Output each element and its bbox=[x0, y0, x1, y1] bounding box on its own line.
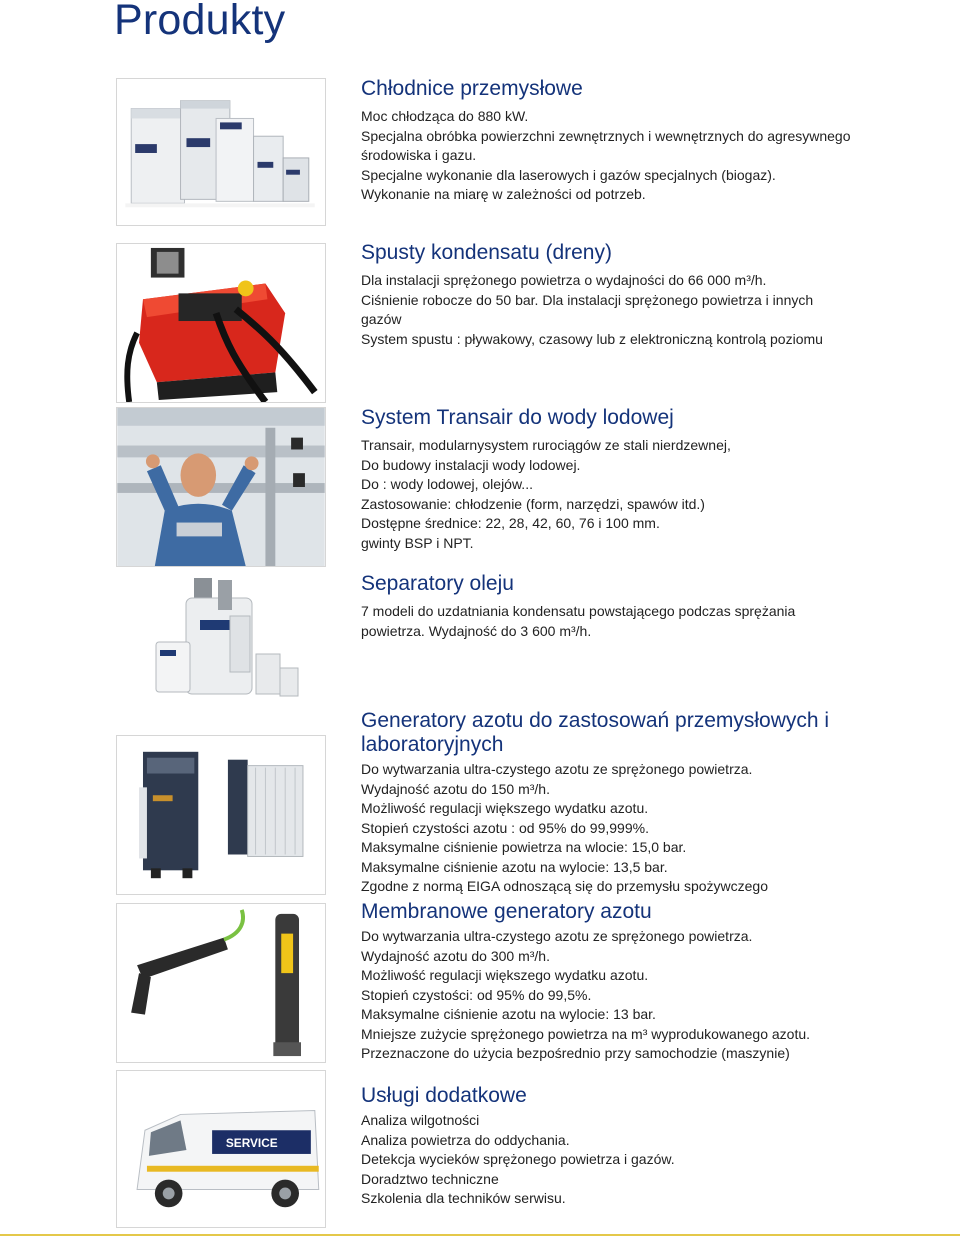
section-title bbox=[361, 709, 921, 757]
section-line: Przeznaczone do użycia bezpośrednio przy samochodzie (maszynie) bbox=[361, 1045, 790, 1061]
section-title: Usługi dodatkowe bbox=[361, 1084, 527, 1107]
section-membrane-generators bbox=[361, 900, 921, 1064]
section-industrial-chillers bbox=[361, 77, 921, 205]
section-title-line: Generatory azotu do zastosowań przemysłowych i bbox=[361, 709, 830, 732]
section-line: Maksymalne ciśnienie azotu na wylocie: 13 bar. bbox=[361, 1006, 656, 1022]
section-line: Maksymalne ciśnienie powietrza na wlocie: 15,0 bar. bbox=[361, 839, 687, 855]
section-line: Analiza wilgotności bbox=[361, 1112, 480, 1128]
section-line: powietrza. Wydajność do 3 600 m³/h. bbox=[361, 622, 592, 639]
section-line: Dostępne średnice: 22, 28, 42, 60, 76 i 100 mm. bbox=[361, 515, 660, 531]
section-line: Stopień czystości azotu : od 95% do 99,999%. bbox=[361, 819, 649, 836]
section-line: Analiza powietrza do oddychania. bbox=[361, 1131, 570, 1148]
section-line: Maksymalne ciśnienie azotu na wylocie: 13,5 bar. bbox=[361, 858, 668, 875]
membrane-generator-illustration bbox=[117, 904, 325, 1062]
service-van-illustration bbox=[117, 1071, 325, 1227]
section-title: System Transair do wody lodowej bbox=[361, 406, 674, 429]
section-condensate-drains bbox=[361, 241, 921, 349]
section-line: Możliwość regulacji większego wydatku azotu. bbox=[361, 800, 649, 816]
section-line: gazów bbox=[361, 311, 402, 327]
nitrogen-generator-illustration bbox=[117, 736, 325, 894]
chillers-photo bbox=[116, 78, 326, 226]
bottom-accent-line bbox=[0, 1234, 960, 1236]
section-line: Stopień czystości: od 95% do 99,5%. bbox=[361, 986, 592, 1003]
section-line: Transair, modularnysystem rurociągów ze stali nierdzewnej, bbox=[361, 437, 731, 453]
section-line: Do : wody lodowej, olejów... bbox=[361, 476, 533, 492]
section-line: Dla instalacji sprężonego powietrza o wydajności do 66 000 m³/h. bbox=[361, 272, 767, 288]
section-line: Wydajność azotu do 300 m³/h. bbox=[361, 947, 550, 964]
section-line: Wydajność azotu do 150 m³/h. bbox=[361, 780, 550, 797]
section-line: Specjalne wykonanie dla laserowych i gazów specjalnych (biogaz). bbox=[361, 166, 776, 183]
transair-worker-photo bbox=[116, 407, 326, 567]
section-line: Możliwość regulacji większego wydatku azotu. bbox=[361, 967, 649, 983]
oil-separator-illustration bbox=[116, 576, 326, 702]
section-title-line: laboratoryjnych bbox=[361, 733, 504, 756]
section-line: System spustu : pływakowy, czasowy lub z elektroniczną kontrolą poziomu bbox=[361, 330, 823, 347]
membrane-generator-photo bbox=[116, 903, 326, 1063]
section-line: Szkolenia dla techników serwisu. bbox=[361, 1190, 566, 1206]
section-line: Zgodne z normą EIGA odnoszącą się do przemysłu spożywczego bbox=[361, 878, 768, 894]
section-line: 7 modeli do uzdatniania kondensatu powstającego podczas sprężania bbox=[361, 603, 796, 619]
condensate-drain-illustration bbox=[117, 244, 325, 402]
page-title: Produkty bbox=[114, 0, 286, 44]
service-van-photo bbox=[116, 1070, 326, 1228]
van-lettering: SERVICE bbox=[225, 1136, 278, 1151]
section-line: Doradztwo techniczne bbox=[361, 1170, 499, 1187]
section-title: Separatory oleju bbox=[361, 572, 514, 595]
section-transair bbox=[361, 406, 921, 553]
section-line: Detekcja wycieków sprężonego powietrza i gazów. bbox=[361, 1151, 675, 1167]
oil-separator-photo bbox=[116, 576, 326, 702]
section-line: gwinty BSP i NPT. bbox=[361, 534, 474, 551]
section-line: Wykonanie na miarę w zależności od potrzeb. bbox=[361, 186, 646, 202]
section-line: Do wytwarzania ultra-czystego azotu ze sprężonego powietrza. bbox=[361, 761, 753, 777]
section-title: Membranowe generatory azotu bbox=[361, 900, 652, 923]
section-title: Chłodnice przemysłowe bbox=[361, 77, 583, 100]
section-line: Do budowy instalacji wody lodowej. bbox=[361, 456, 581, 473]
transair-illustration bbox=[117, 408, 325, 566]
section-oil-separators bbox=[361, 572, 921, 641]
section-line: Specjalna obróbka powierzchni zewnętrznych i wewnętrznych do agresywnego bbox=[361, 127, 851, 144]
section-line: Do wytwarzania ultra-czystego azotu ze sprężonego powietrza. bbox=[361, 928, 753, 944]
section-title: Spusty kondensatu (dreny) bbox=[361, 241, 612, 264]
section-line: Mniejsze zużycie sprężonego powietrza na m³ wyprodukowanego azotu. bbox=[361, 1025, 811, 1042]
section-nitrogen-generators bbox=[361, 709, 921, 897]
section-line: Moc chłodząca do 880 kW. bbox=[361, 108, 529, 124]
section-additional-services bbox=[361, 1084, 921, 1209]
section-line: Zastosowanie: chłodzenie (form, narzędzi, spawów itd.) bbox=[361, 495, 705, 512]
condensate-drain-photo bbox=[116, 243, 326, 403]
chillers-illustration bbox=[117, 79, 325, 225]
nitrogen-generator-photo bbox=[116, 735, 326, 895]
section-line: środowiska i gazu. bbox=[361, 147, 477, 163]
section-line: Ciśnienie robocze do 50 bar. Dla instalacji sprężonego powietrza i innych bbox=[361, 291, 814, 308]
